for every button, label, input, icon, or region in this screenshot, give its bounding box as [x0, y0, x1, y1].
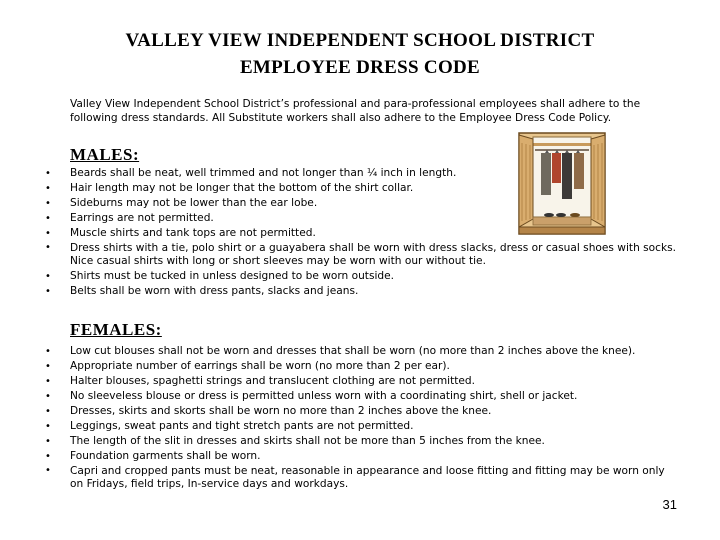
intro-paragraph: Valley View Independent School District’s professional and para-professional employees shall adhere to the following dress standards. All Substitute workers shall also adhere to the Employee Dress Code Policy.: [70, 98, 641, 124]
bullet-icon: •: [45, 242, 51, 253]
page-title-line-1: VALLEY VIEW INDEPENDENT SCHOOL DISTRICT: [125, 30, 595, 51]
bullet-icon: •: [45, 198, 51, 209]
bullet-icon: •: [45, 436, 51, 447]
list-item: • Leggings, sweat pants and tight stretch pants are not permitted.: [45, 420, 414, 432]
list-item: • Dresses, skirts and skorts shall be worn no more than 2 inches above the knee.: [45, 405, 492, 417]
list-item: • Dress shirts with a tie, polo shirt or a guayabera shall be worn with dress slacks, dress or casual shoes with socks. Nice casual shirts with long or short sleeves may be worn with our without tie.: [45, 242, 676, 267]
list-item: • Earrings are not permitted.: [45, 212, 214, 224]
females-heading: FEMALES:: [70, 320, 162, 339]
list-item: • Hair length may not be longer that the bottom of the shirt collar.: [45, 182, 414, 194]
list-item: • Low cut blouses shall not be worn and dresses that shall be worn (no more than 2 inches above the knee).: [45, 345, 636, 357]
bullet-icon: •: [45, 421, 51, 432]
list-item: • No sleeveless blouse or dress is permitted unless worn with a coordinating shirt, shell or jacket.: [45, 390, 578, 402]
list-item: • Shirts must be tucked in unless designed to be worn outside.: [45, 270, 395, 282]
bullet-icon: •: [45, 346, 51, 357]
bullet-icon: •: [45, 228, 51, 239]
list-item: • Muscle shirts and tank tops are not permitted.: [45, 227, 316, 239]
bullet-icon: •: [45, 213, 51, 224]
list-item: • Halter blouses, spaghetti strings and translucent clothing are not permitted.: [45, 375, 475, 387]
list-item: • Appropriate number of earrings shall be worn (no more than 2 per ear).: [45, 360, 450, 372]
list-item: • Foundation garments shall be worn.: [45, 450, 261, 462]
males-heading: MALES:: [70, 145, 140, 164]
bullet-icon: •: [45, 391, 51, 402]
bullet-icon: •: [45, 183, 51, 194]
list-item: • Belts shall be worn with dress pants, slacks and jeans.: [45, 285, 359, 297]
closet-icon: [517, 131, 607, 236]
bullet-icon: •: [45, 406, 51, 417]
females-list: [0, 344, 680, 492]
bullet-icon: •: [45, 271, 51, 282]
list-item: • Capri and cropped pants must be neat, reasonable in appearance and loose fitting and fitting may be worn only on Fridays, field trips, In-service days and workdays.: [45, 465, 665, 490]
bullet-icon: •: [45, 286, 51, 297]
bullet-icon: •: [45, 361, 51, 372]
list-item: • Sideburns may not be lower than the ear lobe.: [45, 197, 318, 209]
page-number: 31: [662, 497, 677, 512]
list-item: • Beards shall be neat, well trimmed and not longer than ¼ inch in length.: [45, 167, 457, 179]
list-item: • The length of the slit in dresses and skirts shall not be more than 5 inches from the knee.: [45, 435, 545, 447]
bullet-icon: •: [45, 376, 51, 387]
page-title-line-2: EMPLOYEE DRESS CODE: [239, 57, 481, 78]
bullet-icon: •: [45, 451, 51, 462]
bullet-icon: •: [45, 168, 51, 179]
bullet-icon: •: [45, 465, 51, 476]
